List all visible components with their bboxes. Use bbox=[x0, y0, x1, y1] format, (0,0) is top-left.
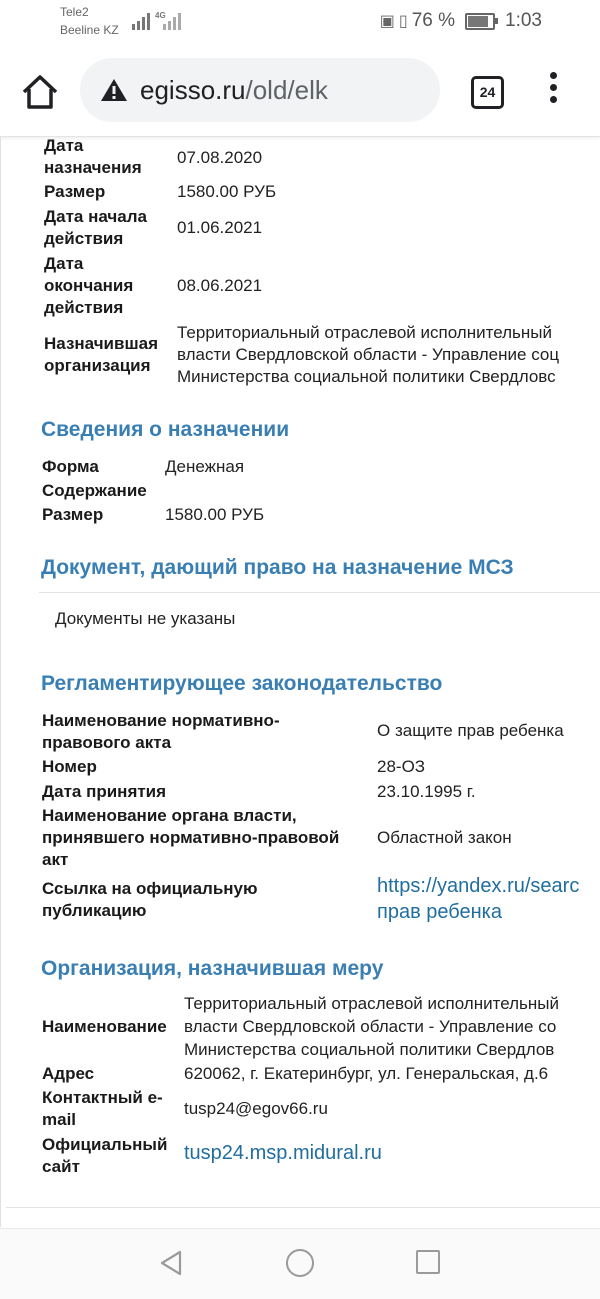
back-icon[interactable] bbox=[158, 1249, 184, 1277]
org-name-line-2: власти Свердловской области - Управление со bbox=[184, 1017, 557, 1036]
battery-percent: 76 % bbox=[411, 10, 456, 31]
clock: 1:03 bbox=[505, 10, 542, 31]
url-domain: egisso.ru bbox=[140, 75, 246, 105]
assignment-org-line-1: Территориальный отраслевой исполнительный bbox=[177, 323, 552, 342]
act-name-label-2: правового акта bbox=[42, 733, 172, 752]
tabs-icon[interactable]: 24 bbox=[471, 76, 504, 109]
org-address-label: Адрес bbox=[42, 1064, 95, 1083]
adopted-value: 23.10.1995 г. bbox=[377, 782, 476, 801]
status-right bbox=[380, 10, 542, 32]
assignment-org-label: Назначившая организация bbox=[44, 334, 159, 375]
home-icon[interactable] bbox=[20, 72, 60, 112]
publication-link-2[interactable]: прав ребенка bbox=[377, 901, 502, 923]
browser-toolbar bbox=[0, 46, 600, 137]
carrier-1: Tele2 bbox=[60, 5, 89, 19]
authority-label-2: принявшего нормативно-правовой bbox=[42, 828, 340, 847]
assignment-date-label: Дата назначения bbox=[44, 137, 142, 177]
signal-2-icon bbox=[163, 12, 183, 30]
org-email-value[interactable]: tusp24@egov66.ru bbox=[184, 1099, 328, 1118]
authority-value: Областной закон bbox=[377, 828, 512, 847]
assignment-size-label: Размер bbox=[44, 182, 106, 201]
page-content bbox=[0, 137, 600, 1227]
assignment-size-value: 1580.00 РУБ bbox=[177, 182, 277, 201]
network-type: 4G bbox=[155, 11, 166, 20]
org-site-label-2: сайт bbox=[42, 1157, 80, 1176]
assignment-date-value: 07.08.2020 bbox=[177, 148, 263, 167]
assignment-start-label: Дата начала действия bbox=[44, 207, 147, 248]
vibrate-icon: ▯ bbox=[398, 13, 408, 30]
organization-title: Организация, назначившая меру bbox=[41, 957, 384, 980]
documents-divider bbox=[39, 592, 600, 593]
assignment-org-line-2: власти Свердловской области - Управление соц bbox=[177, 345, 560, 364]
org-name-line-3: Министерства социальной политики Свердлов bbox=[184, 1040, 555, 1059]
recents-icon[interactable] bbox=[416, 1250, 440, 1274]
org-address-value: 620062, г. Екатеринбург, ул. Генеральская, д.6 bbox=[184, 1064, 549, 1083]
details-size-label: Размер bbox=[42, 505, 104, 524]
nav-home-icon[interactable] bbox=[286, 1249, 314, 1277]
carrier-2: Beeline KZ bbox=[60, 23, 119, 37]
details-form-label: Форма bbox=[42, 457, 99, 476]
bottom-divider bbox=[6, 1207, 600, 1208]
org-site-label-1: Официальный bbox=[42, 1135, 168, 1154]
url-path: /old/elk bbox=[245, 75, 328, 105]
address-bar[interactable] bbox=[80, 58, 440, 122]
details-title: Сведения о назначении bbox=[41, 418, 290, 441]
org-email-label-1: Контактный e- bbox=[42, 1088, 163, 1107]
act-name-value: О защите прав ребенка bbox=[377, 721, 564, 740]
documents-title: Документ, дающий право на назначение МСЗ bbox=[41, 556, 514, 579]
org-name-line-1: Территориальный отраслевой исполнительный bbox=[184, 994, 559, 1013]
authority-label-1: Наименование органа власти, bbox=[42, 806, 297, 825]
publication-link-1[interactable]: https://yandex.ru/searc bbox=[377, 875, 580, 897]
link-label-1: Ссылка на официальную bbox=[42, 879, 258, 898]
assignment-org-line-3: Министерства социальной политики Свердловс bbox=[177, 367, 556, 386]
nfc-icon: ▣ bbox=[379, 13, 395, 30]
act-name-label-1: Наименование нормативно- bbox=[42, 711, 280, 730]
url-text[interactable] bbox=[140, 75, 328, 106]
assignment-end-label: Дата окончания действия bbox=[44, 254, 134, 317]
details-content-label: Содержание bbox=[42, 481, 147, 500]
authority-label-3: акт bbox=[42, 850, 69, 869]
signal-icon bbox=[132, 12, 152, 30]
battery-icon bbox=[465, 13, 495, 30]
adopted-label: Дата принятия bbox=[42, 782, 167, 801]
legislation-title: Регламентирующее законодательство bbox=[41, 672, 443, 695]
menu-icon[interactable] bbox=[546, 72, 560, 112]
org-site-link[interactable]: tusp24.msp.midural.ru bbox=[184, 1142, 382, 1164]
link-label-2: публикацию bbox=[42, 901, 147, 920]
number-value: 28-ОЗ bbox=[377, 757, 426, 776]
system-nav-bar bbox=[0, 1228, 600, 1299]
details-size-value: 1580.00 РУБ bbox=[165, 505, 265, 524]
org-email-label-2: mail bbox=[42, 1110, 77, 1129]
number-label: Номер bbox=[42, 757, 97, 776]
assignment-start-value: 01.06.2021 bbox=[177, 218, 263, 237]
battery-fill bbox=[468, 16, 488, 27]
warning-icon[interactable] bbox=[100, 78, 128, 102]
org-name-label: Наименование bbox=[42, 1017, 167, 1036]
assignment-end-value: 08.06.2021 bbox=[177, 276, 263, 295]
details-form-value: Денежная bbox=[165, 457, 245, 476]
status-bar bbox=[0, 0, 600, 46]
documents-empty-text: Документы не указаны bbox=[55, 609, 236, 628]
